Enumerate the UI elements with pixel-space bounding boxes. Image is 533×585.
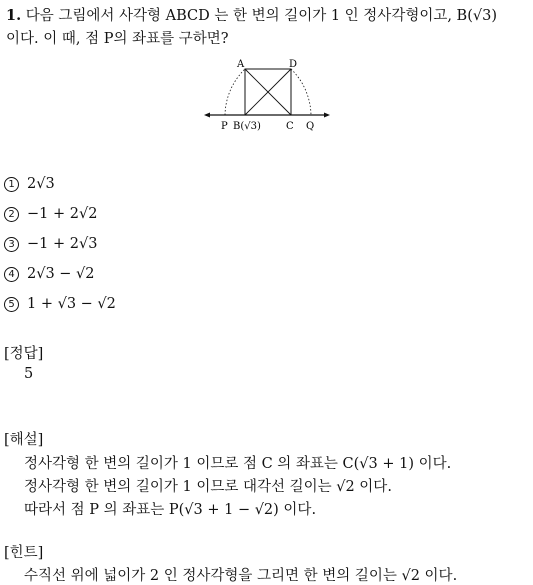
choice-number-2: 2 — [4, 207, 19, 222]
choice-number-4: 4 — [4, 267, 19, 282]
choice-4[interactable] — [4, 266, 95, 282]
choice-number-3: 3 — [4, 237, 19, 252]
label-d: D — [289, 59, 298, 70]
right-dotted-arc — [291, 69, 311, 115]
label-b: B(√3) — [233, 121, 261, 132]
choice-5[interactable] — [4, 296, 116, 312]
explanation-header: [해설] — [4, 432, 44, 448]
question-text-1: 다음 그림에서 사각형 ABCD 는 한 변의 길이가 1 인 정사각형이고, B(√3) — [25, 8, 497, 24]
choice-text-1: 2√3 — [27, 176, 55, 192]
explanation-line-1: 정사각형 한 변의 길이가 1 이므로 점 C 의 좌표는 C(√3 + 1) 이다. — [24, 456, 452, 472]
choice-1[interactable] — [4, 176, 55, 192]
choice-text-2: −1 + 2√2 — [27, 206, 98, 222]
question-text-2: 이다. 이 때, 점 P의 좌표를 구하면? — [6, 31, 229, 47]
label-a: A — [237, 59, 245, 70]
choice-number-5: 5 — [4, 297, 19, 312]
hint-header: [힌트] — [4, 545, 44, 561]
explanation-line-2: 정사각형 한 변의 길이가 1 이므로 대각선 길이는 √2 이다. — [24, 479, 392, 495]
label-p: P — [221, 121, 228, 132]
label-c: C — [286, 121, 294, 132]
question-number: 1. — [6, 7, 22, 24]
geometry-figure — [200, 54, 335, 136]
choice-number-1: 1 — [4, 177, 19, 192]
choice-text-3: −1 + 2√3 — [27, 236, 98, 252]
answer-header: [정답] — [4, 346, 44, 362]
choice-3[interactable] — [4, 236, 97, 252]
question-line-2 — [6, 27, 229, 48]
explanation-line-3: 따라서 점 P 의 좌표는 P(√3 + 1 − √2) 이다. — [24, 502, 317, 518]
choice-text-5: 1 + √3 − √2 — [27, 296, 116, 312]
question-line-1 — [6, 4, 497, 25]
right-arrowhead — [324, 113, 330, 118]
left-arrowhead — [204, 113, 210, 118]
choice-2[interactable] — [4, 206, 97, 222]
left-dotted-arc — [225, 69, 245, 115]
hint-line: 수직선 위에 넓이가 2 인 정사각형을 그리면 한 변의 길이는 √2 이다. — [24, 568, 458, 584]
choice-text-4: 2√3 − √2 — [27, 266, 95, 282]
label-q: Q — [306, 121, 315, 132]
answer-value: 5 — [24, 366, 34, 382]
